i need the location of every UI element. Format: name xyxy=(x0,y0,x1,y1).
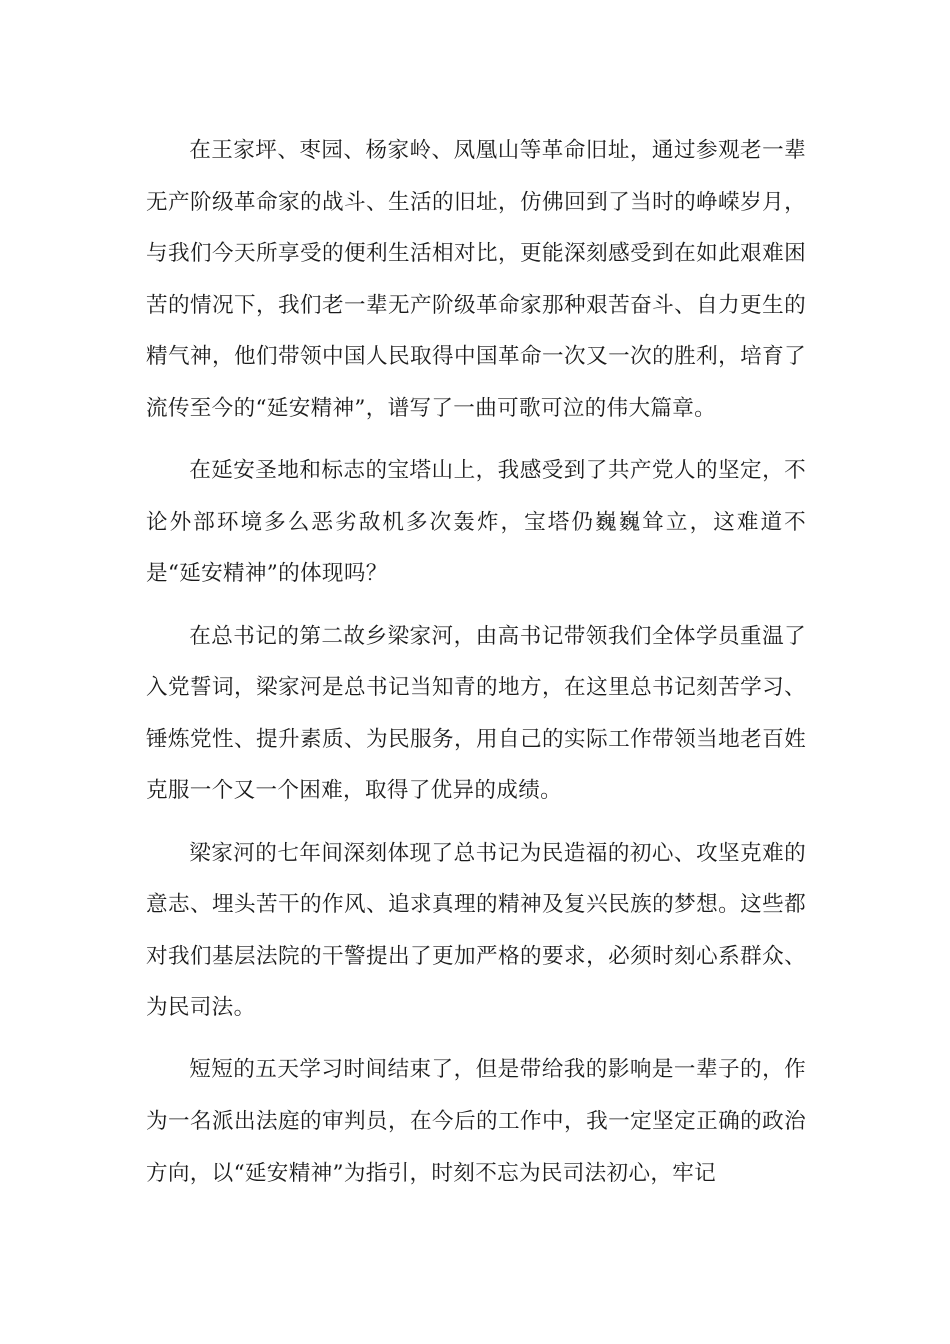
paragraph-liangjiahe-oath: 在总书记的第二故乡梁家河，由高书记带领我们全体学员重温了入党誓词，梁家河是总书记当知青的地方，在这里总书记刻苦学习、锤炼党性、提升素质、为民服务，用自己的实际工作带领当地老百姓克服一个又一个困难，取得了优异的成绩。 xyxy=(146,623,806,804)
paragraph-pagoda-mountain: 在延安圣地和标志的宝塔山上，我感受到了共产党人的坚定，不论外部环境多么恶劣敌机多次轰炸，宝塔仍巍巍耸立，这难道不是“延安精神”的体现吗？ xyxy=(146,458,806,587)
document-body xyxy=(146,125,806,1210)
paragraph-seven-years: 梁家河的七年间深刻体现了总书记为民造福的初心、攻坚克难的意志、埋头苦干的作风、追求真理的精神及复兴民族的梦想。这些都对我们基层法院的干警提出了更加严格的要求，必须时刻心系群众、为民司法。 xyxy=(146,840,806,1021)
paragraph-revolutionary-sites: 在王家坪、枣园、杨家岭、凤凰山等革命旧址，通过参观老一辈无产阶级革命家的战斗、生活的旧址，仿佛回到了当时的峥嵘岁月，与我们今天所享受的便利生活相对比，更能深刻感受到在如此艰难困苦的情况下，我们老一辈无产阶级革命家那种艰苦奋斗、自力更生的精气神，他们带领中国人民取得中国革命一次又一次的胜利，培育了流传至今的“延安精神”，谱写了一曲可歌可泣的伟大篇章。 xyxy=(146,138,806,421)
paragraph-conclusion: 短短的五天学习时间结束了，但是带给我的影响是一辈子的，作为一名派出法庭的审判员，在今后的工作中，我一定坚定正确的政治方向，以“延安精神”为指引，时刻不忘为民司法初心，牢记 xyxy=(146,1057,806,1186)
